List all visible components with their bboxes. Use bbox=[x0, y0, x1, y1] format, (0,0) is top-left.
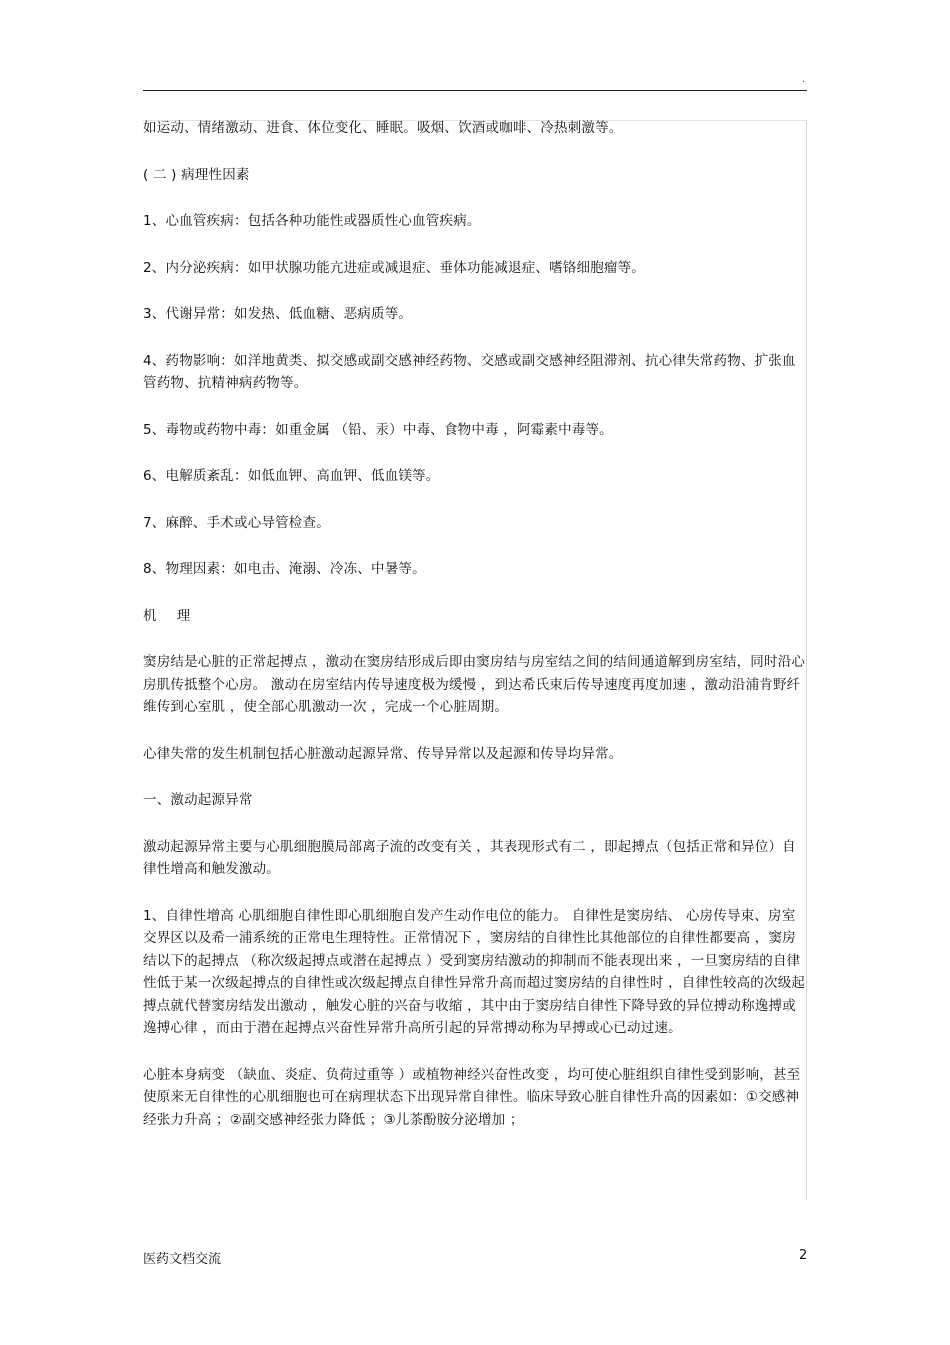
body-text bbox=[143, 117, 807, 1155]
list-item-electrolyte: 6、电解质紊乱：如低血钾、高血钾、低血镁等。 bbox=[143, 468, 440, 484]
list-item-drugs: 4、药物影响：如洋地黄类、拟交感或副交感神经药物、交感或副交感神经阻滞剂、抗心律失常药物、扩张血管药物、抗精神病药物等。 bbox=[143, 352, 796, 391]
footer-label: 医药文档交流 bbox=[143, 1252, 222, 1267]
list-item-metabolic: 3、代谢异常：如发热、低血糖、恶病质等。 bbox=[143, 306, 413, 322]
header-rule bbox=[143, 90, 807, 91]
paragraph-automaticity: 1、自律性增高 心肌细胞自律性即心肌细胞自发产生动作电位的能力。 自律性是窦房结、 心房传导束、房室交界区以及希一浦系统的正常电生理特性。正常情况下 ，窦房结的自律性比其他部位的自律性都要高 ，窦房结以下的起搏点 （称次级起搏点或潜在起搏点 ）受到窦房结激动的抑制而不能表现出来 ，一旦窦房结的自律性低于某一次级起搏点的自律性或次级起搏点自律性异常升高而超过窦房结的自律性时 ，自律性较高的次级起搏点就代替窦房结发出激动 ，触发心脏的兴奋与收缩 ，其中由于窦房结自律性下降导致的异位搏动称逸搏或逸搏心律 ，而由于潜在起搏点兴奋性异常升高所引起的异常搏动称为早搏或心已动过速。 bbox=[143, 907, 806, 1036]
list-item-poisoning: 5、毒物或药物中毒：如重金属 （铅、汞）中毒、食物中毒 ，阿霉素中毒等。 bbox=[143, 421, 613, 438]
paragraph-mechanisms-overview: 心律失常的发生机制包括心脏激动起源异常、传导异常以及起源和传导均异常。 bbox=[143, 745, 623, 762]
paragraph-context: 如运动、情绪激动、进食、体位变化、睡眠。吸烟、饮酒或咖啡、冷热刺激等。 bbox=[143, 120, 623, 136]
list-item-physical: 8、物理因素：如电击、淹溺、冷冻、中暑等。 bbox=[143, 561, 426, 577]
heading-mechanism: 机 理 bbox=[143, 607, 199, 624]
page-number: 2 bbox=[799, 1248, 808, 1263]
paragraph-abnormal-origin: 激动起源异常主要与心肌细胞膜局部离子流的改变有关 ，其表现形式有二 ，即起搏点（包括正常和异位）自律性增高和触发激动。 bbox=[143, 838, 796, 877]
list-item-endocrine: 2、内分泌疾病：如甲状腺功能亢进症或减退症、垂体功能减退症、嗜铬细胞瘤等。 bbox=[143, 259, 645, 276]
list-item-anesthesia: 7、麻醉、手术或心导管检查。 bbox=[143, 514, 330, 531]
paragraph-heart-disease: 心脏本身病变 （缺血、炎症、负荷过重等 ）或植物神经兴奋性改变 ，均可使心脏组织自律性受到影响，甚至使原来无自律性的心肌细胞也可在病理状态下出现异常自律性。临床导致心脏自律性升高的因素如：①交感神经张力升高 ；②副交感神经张力降低 ；③儿茶酚胺分泌增加 ； bbox=[143, 1066, 801, 1128]
heading-abnormal-origin: 一、激动起源异常 bbox=[143, 792, 253, 808]
list-item-cardiovascular: 1、心血管疾病：包括各种功能性或器质性心血管疾病。 bbox=[143, 213, 481, 229]
paragraph-sinus-node: 窦房结是心脏的正常起搏点 ，激动在窦房结形成后即由窦房结与房室结之间的结间通道解到房室结，同时沿心房肌传抵整个心房。 激动在房室结内传导速度极为缓慢 ，到达希氏束后传导速度再度加速 ，激动沿浦肯野纤维传到心室肌 ，使全部心肌激动一次 ，完成一个心脏周期。 bbox=[143, 654, 806, 715]
heading-pathological-factors: ( 二 ) 病理性因素 bbox=[143, 166, 250, 183]
header-mark: . bbox=[802, 74, 806, 85]
